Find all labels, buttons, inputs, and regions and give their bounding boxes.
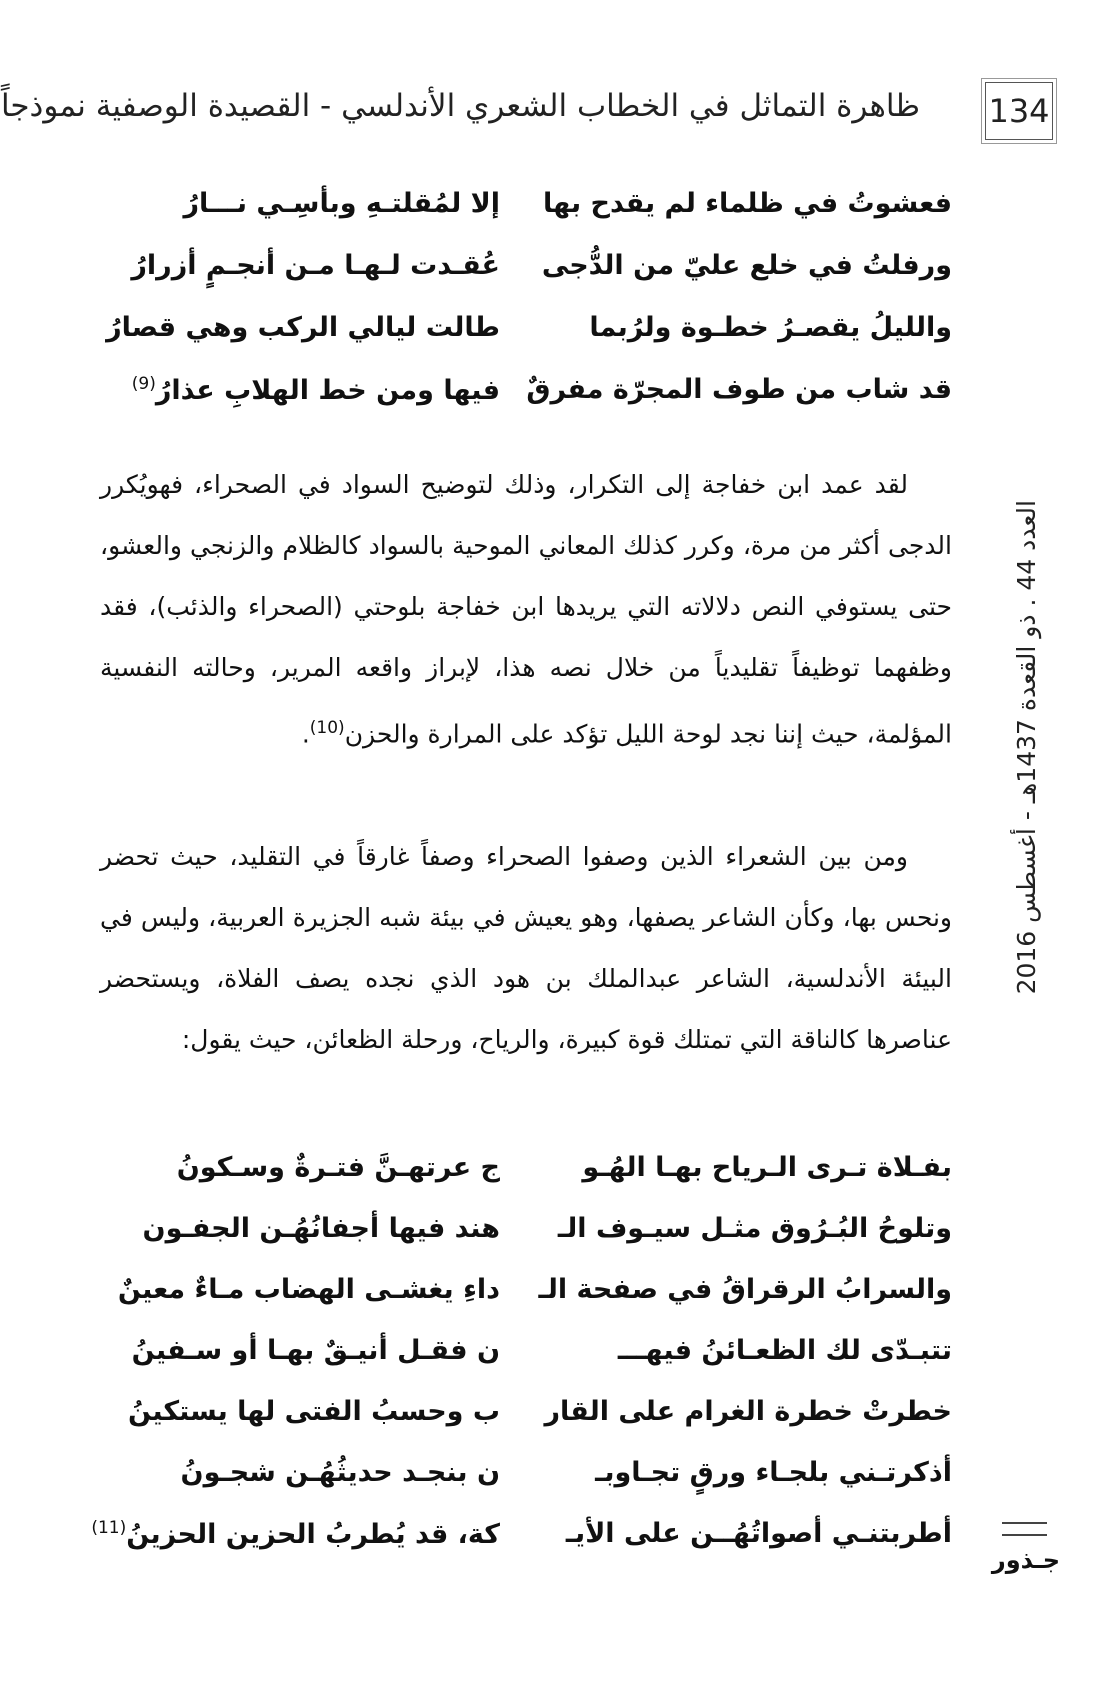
footnote-marker: (10): [309, 718, 345, 738]
divider: [1002, 1522, 1047, 1536]
prose-paragraph-1: [100, 454, 952, 764]
verse: [100, 1335, 952, 1396]
verse-second-hemistich: ج عرتهـنَّ فتـرةٌ وسـكونُ: [176, 1152, 500, 1183]
verse-second-hemistich: ب وحسبُ الفتى لها يستكينُ: [128, 1396, 500, 1427]
running-title: ظاهرة التماثل في الخطاب الشعري الأندلسي - القصيدة الوصفية نموذجاً: [0, 88, 920, 124]
verse: [100, 1213, 952, 1274]
verse-second-hemistich: ن بنجـد حديثُهُـن شجـونُ: [180, 1457, 500, 1488]
verse-second-hemistich: طالت ليالي الركب وهي قصارُ: [106, 312, 500, 343]
footnote-marker: (9): [131, 374, 156, 394]
verse: [91, 1518, 952, 1579]
journal-logo: جـذور: [991, 1546, 1060, 1574]
verse-second-hemistich: هند فيها أجفانُهُـن الجفـون: [142, 1213, 500, 1244]
verse-first-hemistich: والليلُ يقصـرُ خطـوة ولرُبما: [589, 312, 952, 343]
paragraph-text: ومن بين الشعراء الذين وصفوا الصحراء وصفاً غارقاً في التقليد، حيث تحضر ونحس بها، وكأن الشاعر يصفها، وهو يعيش في بيئة شبه الجزيرة العربية، وليس في البيئة الأندلسية، الشاعر عبدالملك بن هود الذي نجده يصف الفلاة، ويستحضر عناصرها كالناقة التي تمتلك قوة كبيرة، والرياح، ورحلة الظعائن، حيث يقول:: [100, 842, 952, 1054]
verse-second-hemistich: إلا لمُقلتـهِ وبأسِـي نـــارُ: [183, 188, 500, 219]
verse-first-hemistich: ورفلتُ في خلع عليّ من الدُّجى: [541, 250, 952, 281]
verse: [100, 188, 952, 250]
paragraph-text: لقد عمد ابن خفاجة إلى التكرار، وذلك لتوضيح السواد في الصحراء، فهويُكرر الدجى أكثر من مرة، وكرر كذلك المعاني الموحية بالسواد كالظلام والزنجي والعشو، حتى يستوفي النص دلالاته التي يريدها ابن خفاجة بلوحتي (الصحراء والذئب)، فقد وظفهما توظيفاً تقليدياً من خلال نصه هذا، لإبراز واقعه المرير، وحالته النفسية المؤلمة، حيث إننا نجد لوحة الليل تؤكد على المرارة والحزن: [100, 470, 952, 749]
verse-second-hemistich: داءِ يغشـى الهضاب مـاءٌ معينٌ: [117, 1274, 500, 1305]
verse-first-hemistich: قد شاب من طوف المجرّة مفرقٌ: [526, 374, 952, 405]
verse-first-hemistich: أطربتنـي أصواتُهُــن على الأيـ: [565, 1518, 952, 1549]
footnote-marker: (11): [91, 1518, 127, 1538]
verse-first-hemistich: أذكرتـني بلجـاء ورقٍ تجـاوبـ: [595, 1457, 952, 1488]
verse-second-hemistich: كة، قد يُطربُ الحزين الحزينُ$^{(11)}$: [91, 1518, 500, 1550]
verse: [100, 312, 952, 374]
prose-paragraph-2: [100, 826, 952, 1070]
verse-first-hemistich: خطرتْ خطرة الغرام على القار: [544, 1396, 952, 1427]
issue-info: العدد 44 . ذو القعدة 1437هـ - أغسطس 2016: [1012, 500, 1041, 995]
verse: [100, 1274, 952, 1335]
verse: [100, 1396, 952, 1457]
poem-block-2: [91, 1152, 952, 1579]
page-number: 134: [985, 82, 1053, 140]
verse-first-hemistich: بفـلاة تـرى الـرياح بهـا الهُـو: [582, 1152, 952, 1183]
verse: [100, 1457, 952, 1518]
verse: [100, 250, 952, 312]
verse-second-hemistich: ن فقـل أنيـقٌ بهـا أو سـفينُ: [131, 1335, 500, 1366]
verse-first-hemistich: فعشوتُ في ظلماء لم يقدح بها: [543, 188, 952, 219]
verse-first-hemistich: وتلوحُ البُـرُوق مثـل سيـوف الـ: [557, 1213, 952, 1244]
paragraph-end: .: [301, 719, 310, 749]
verse-second-hemistich: عُقـدت لـهـا مـن أنجـمٍ أزرارُ: [131, 250, 500, 281]
verse-first-hemistich: تتبـدّى لك الظعـائنُ فيهـــ: [617, 1335, 952, 1366]
poem-block-1: [100, 188, 952, 436]
verse: [100, 1152, 952, 1213]
verse-first-hemistich: والسرابُ الرقراقُ في صفحة الـ: [538, 1274, 952, 1305]
verse-second-hemistich: فيها ومن خط الهلابِ عذارُ$^{(9)}$: [131, 374, 500, 406]
verse: [100, 374, 952, 436]
